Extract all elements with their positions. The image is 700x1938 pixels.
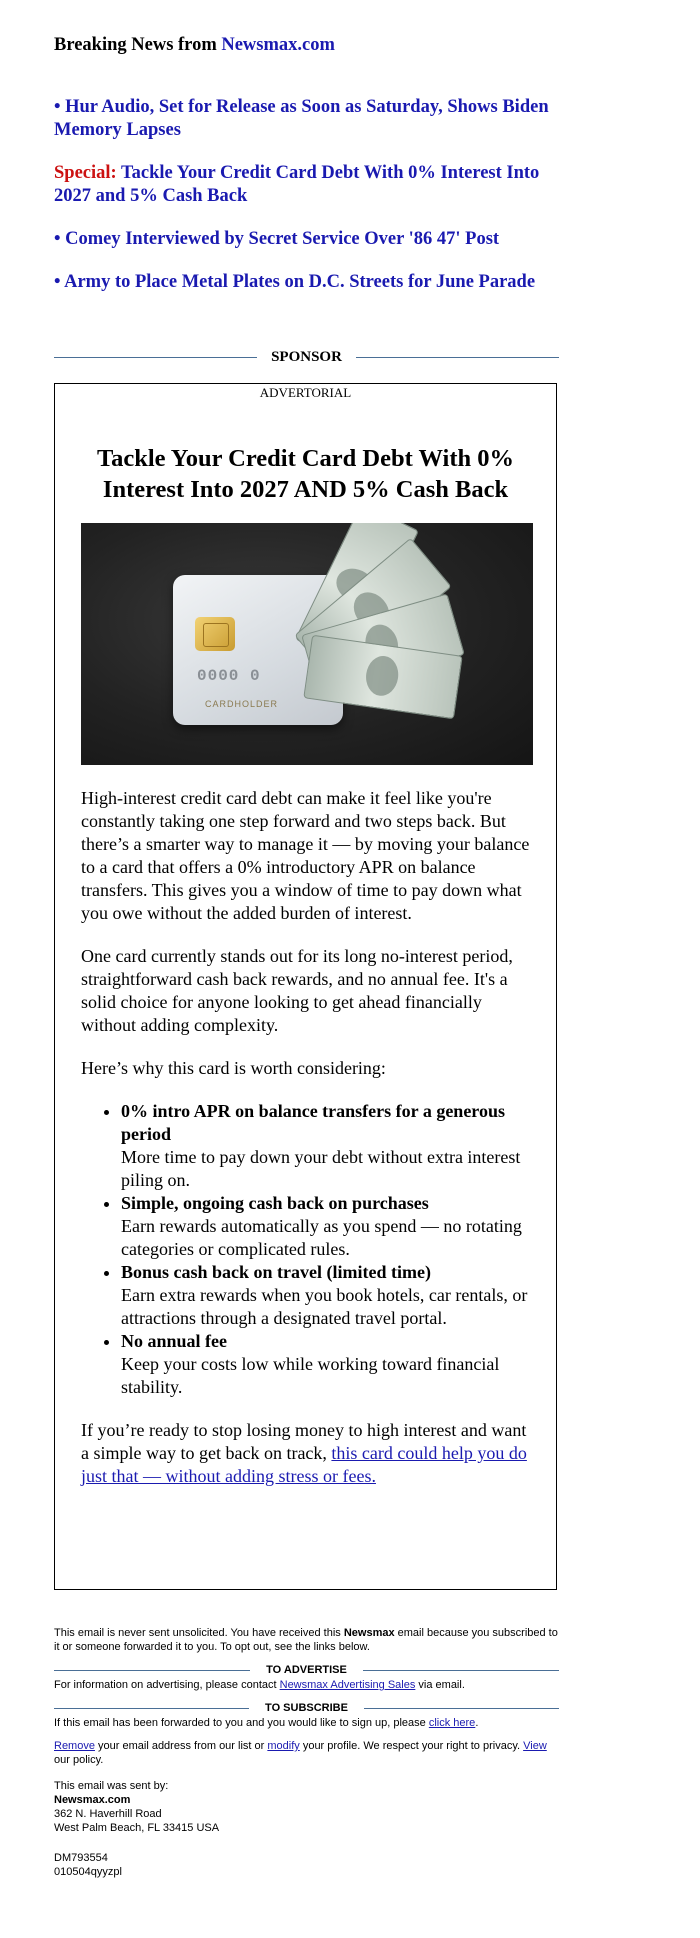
subscribe-text: .: [475, 1717, 479, 1729]
ad-closing: [81, 1419, 534, 1488]
divider-line: [54, 1708, 249, 1709]
headline-item-special: [54, 162, 554, 208]
header-prefix: Breaking News from: [54, 35, 222, 55]
advertise-divider: [54, 1663, 559, 1677]
benefit-title: • Bonus cash back on travel (limited time): [121, 1262, 431, 1282]
newsmax-link[interactable]: Newsmax.com: [221, 35, 335, 55]
benefit-list: [81, 1100, 534, 1399]
advertise-label: TO ADVERTISE: [266, 1664, 347, 1676]
advertise-info: [54, 1678, 559, 1692]
click-here-link[interactable]: click here: [428, 1717, 476, 1729]
benefit-desc: Earn extra rewards when you book hotels, car rentals, or attractions through a designated travel portal.: [121, 1285, 528, 1328]
email-footer: [54, 1626, 559, 1879]
tracking-ids: [54, 1851, 559, 1879]
headline-link[interactable]: Tackle Your Credit Card Debt With 0% Interest Into 2027 and 5% Cash Back: [54, 163, 540, 206]
card-number: 0000 0: [197, 667, 261, 685]
benefit-title: • 0% intro APR on balance transfers for a generous period: [121, 1101, 505, 1144]
notice-text: email because you subscribed to it or someone forwarded it to you. To opt out, see the links below.: [54, 1627, 558, 1653]
company-name: Newsmax.com: [54, 1794, 131, 1806]
benefit-item: [121, 1100, 534, 1192]
divider-line: [54, 1670, 250, 1671]
benefit-desc: Earn rewards automatically as you spend — no rotating categories or complicated rules.: [121, 1216, 522, 1259]
closing-text: If you’re ready to stop losing money to high interest and want a simple way to get back on track,: [81, 1420, 527, 1463]
divider-line: [363, 1670, 559, 1671]
bullet: •: [54, 229, 66, 249]
benefit-item: [121, 1261, 534, 1330]
advertising-sales-link[interactable]: Newsmax Advertising Sales: [279, 1679, 416, 1691]
advertise-text: via email.: [415, 1679, 465, 1691]
headline-item: [54, 271, 554, 294]
view-policy-link[interactable]: View: [523, 1740, 547, 1752]
special-label: Special:: [54, 163, 121, 183]
unsolicited-notice: [54, 1626, 559, 1654]
modify-link[interactable]: modify: [267, 1740, 300, 1752]
ad-image-credit-card-cash[interactable]: [81, 523, 533, 765]
benefit-item: [121, 1330, 534, 1399]
privacy-text: your email address from our list or: [94, 1740, 268, 1752]
subscribe-info: [54, 1716, 559, 1730]
headline-list: [54, 96, 554, 314]
sent-by-label: This email was sent by:: [54, 1780, 169, 1792]
advertise-text: For information on advertising, please contact: [54, 1679, 280, 1691]
privacy-text: our policy.: [54, 1754, 104, 1766]
address-line: 362 N. Haverhill Road: [54, 1808, 162, 1820]
privacy-text: your profile. We respect your right to privacy.: [299, 1740, 524, 1752]
sponsor-divider: [54, 346, 559, 368]
privacy-info: [54, 1739, 559, 1767]
subscribe-text: If this email has been forwarded to you and you would like to sign up, please: [54, 1717, 429, 1729]
headline-item: [54, 228, 554, 251]
headline-link[interactable]: Hur Audio, Set for Release as Soon as Saturday, Shows Biden Memory Lapses: [54, 97, 549, 140]
tracking-id: DM793554: [54, 1852, 108, 1864]
subscribe-label: TO SUBSCRIBE: [265, 1702, 348, 1714]
notice-brand: Newsmax: [343, 1627, 395, 1639]
divider-line: [364, 1708, 559, 1709]
subscribe-divider: [54, 1701, 559, 1715]
ad-paragraph: High-interest credit card debt can make it feel like you're constantly taking one step forward and two steps back. But there’s a smarter way to manage it — by moving your balance to a card that offers a 0% introductory APR on balance transfers. This gives you a window of time to pay down what you owe without the added burden of interest.: [81, 788, 530, 923]
email-header: [54, 34, 335, 56]
sender-address: [54, 1779, 559, 1835]
headline-link[interactable]: Army to Place Metal Plates on D.C. Streets for June Parade: [64, 272, 536, 292]
card-holder-label: CARDHOLDER: [205, 699, 279, 709]
divider-line: [54, 357, 257, 358]
headline-link[interactable]: Comey Interviewed by Secret Service Over '86 47' Post: [65, 229, 500, 249]
remove-link[interactable]: Remove: [54, 1740, 95, 1752]
benefit-item: [121, 1192, 534, 1261]
ad-paragraph: Here’s why this card is worth considering:: [81, 1058, 386, 1078]
benefit-title: • Simple, ongoing cash back on purchases: [121, 1193, 429, 1213]
card-chip-icon: [195, 617, 235, 651]
ad-body: [81, 787, 534, 1488]
bill-portrait: [364, 654, 401, 698]
benefit-desc: Keep your costs low while working toward financial stability.: [121, 1354, 500, 1397]
benefit-desc: More time to pay down your debt without extra interest piling on.: [121, 1147, 521, 1190]
benefit-title: • No annual fee: [121, 1331, 228, 1351]
advertorial-box: [54, 383, 557, 1590]
ad-title: Tackle Your Credit Card Debt With 0% Interest Into 2027 AND 5% Cash Back: [97, 445, 514, 503]
sponsor-label: SPONSOR: [271, 348, 342, 365]
headline-item: [54, 96, 554, 142]
cash-bills-graphic: [261, 533, 461, 733]
bullet: •: [54, 97, 66, 117]
ad-paragraph: One card currently stands out for its long no-interest period, straightforward cash back rewards, and no annual fee. It's a solid choice for anyone looking to get ahead financially without adding complexity.: [81, 946, 513, 1035]
divider-line: [356, 357, 559, 358]
offer-link[interactable]: this card could help you do just that — without adding stress or fees.: [81, 1443, 527, 1486]
address-line: West Palm Beach, FL 33415 USA: [54, 1822, 220, 1834]
notice-text: This email is never sent unsolicited. You have received this: [54, 1627, 344, 1639]
bullet: •: [54, 272, 65, 292]
tracking-id: 010504qyyzpl: [54, 1866, 122, 1878]
advertorial-tag: ADVERTORIAL: [259, 385, 352, 400]
